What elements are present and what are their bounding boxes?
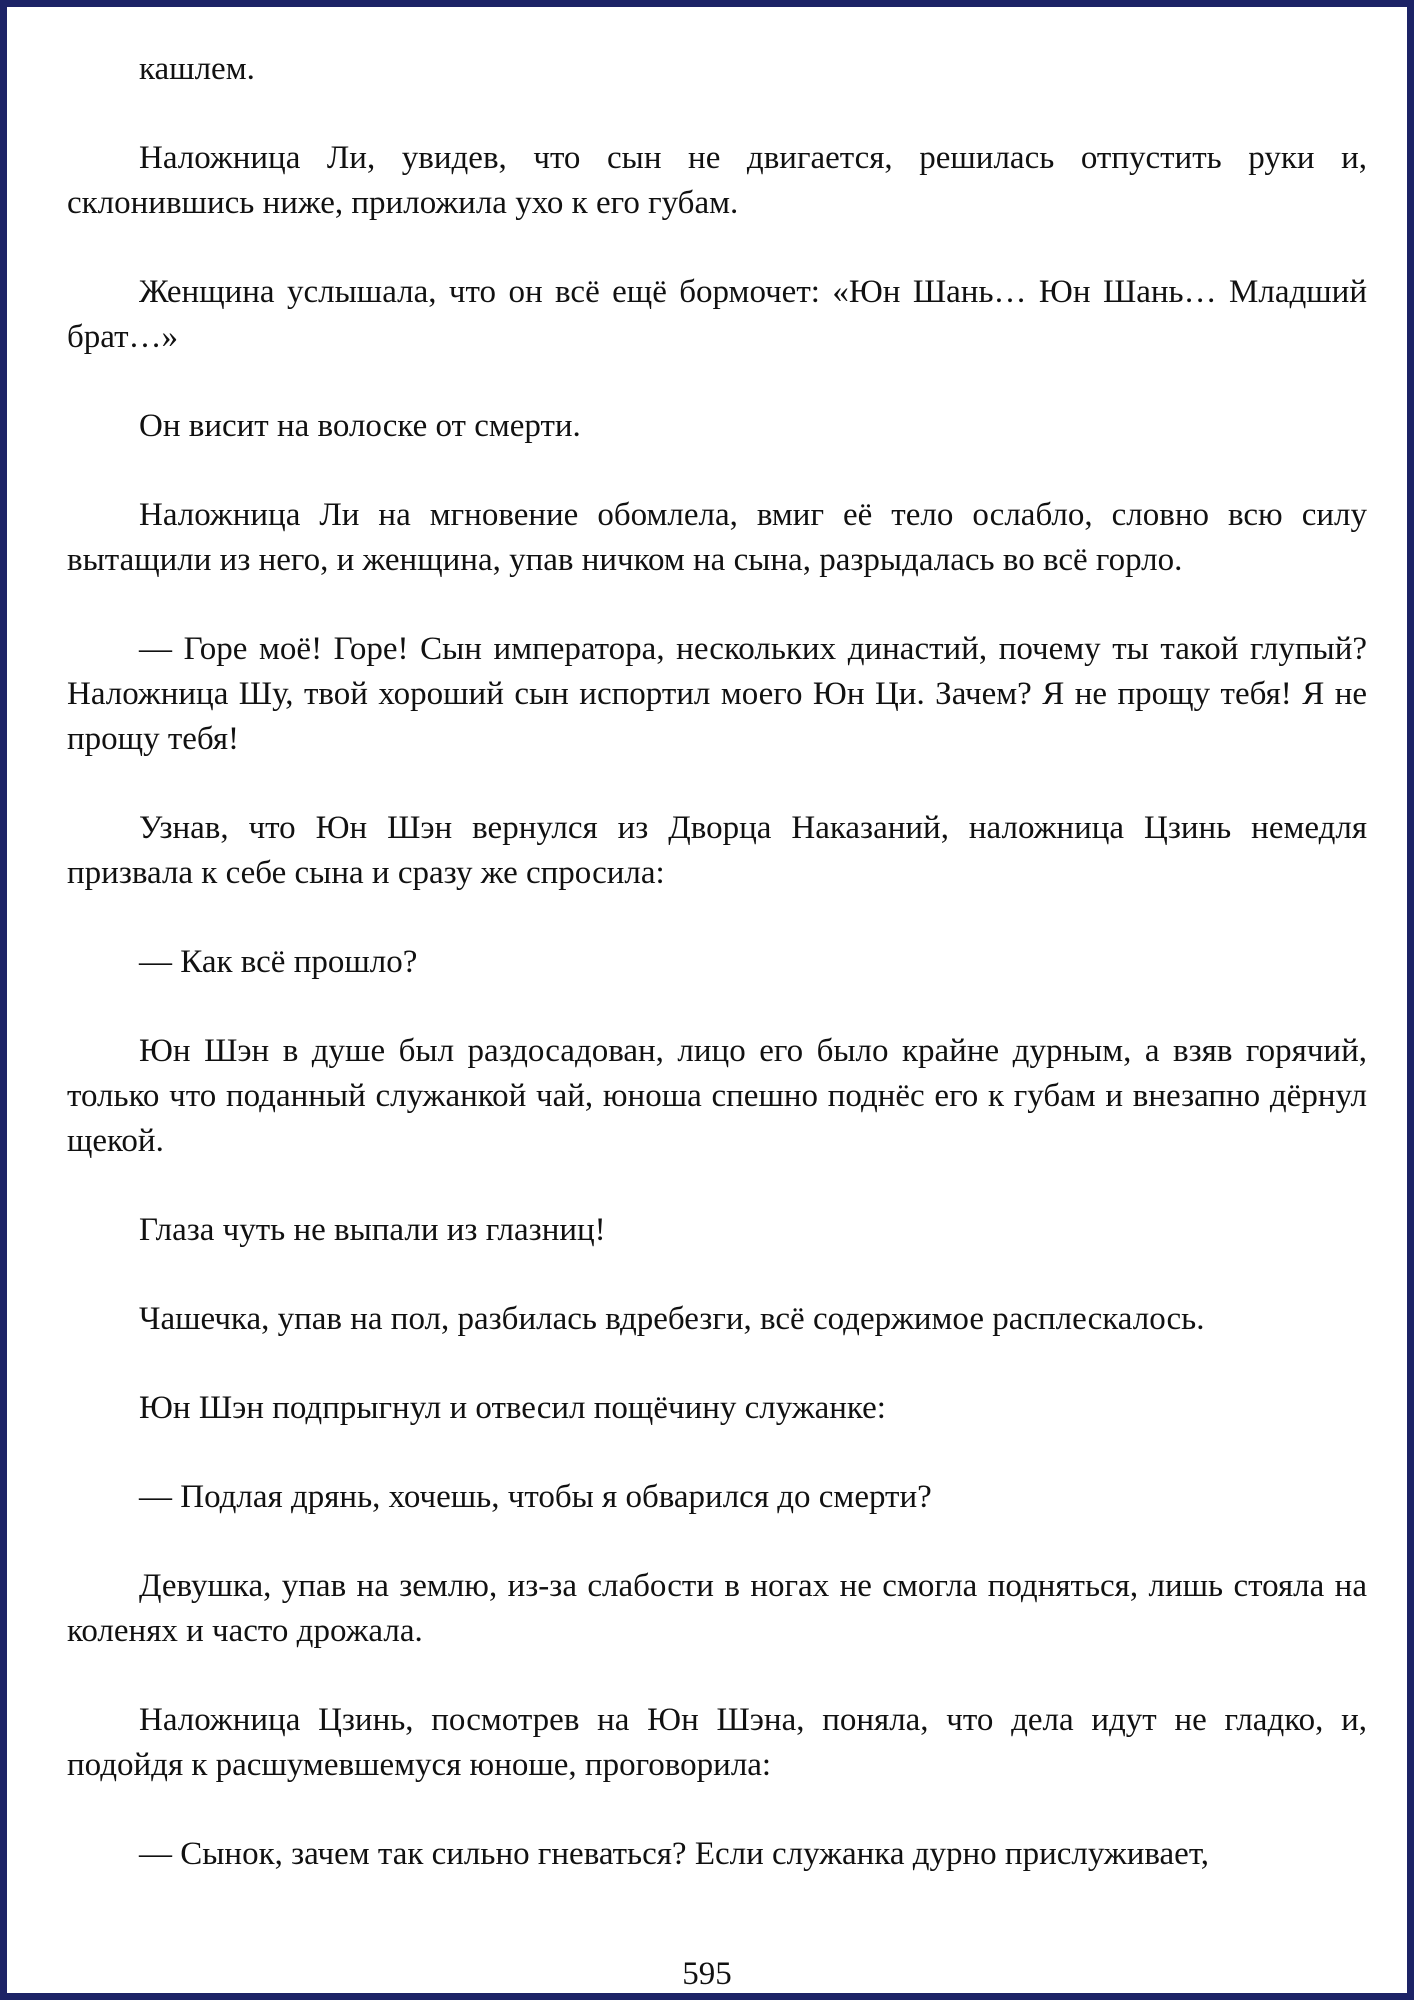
- paragraph: — Как всё прошло?: [139, 944, 418, 980]
- paragraph: Он висит на волоске от смерти.: [139, 408, 581, 444]
- paragraph: Юн Шэн подпрыгнул и отвесил пощёчину служанке:: [139, 1390, 886, 1426]
- paragraph: Юн Шэн в душе был раздосадован, лицо его было крайне дурным, а взяв горячий, только что поданный служанкой чай, юноша спешно поднёс его к губам и внезапно дёрнул щекой.: [67, 1033, 1367, 1159]
- page-number: 595: [682, 1956, 732, 1992]
- paragraph: кашлем.: [139, 51, 255, 87]
- paragraph: Наложница Цзинь, посмотрев на Юн Шэна, поняла, что дела идут не гладко, и, подойдя к расшумевшемуся юноше, проговорила:: [67, 1702, 1367, 1783]
- paragraph: Узнав, что Юн Шэн вернулся из Дворца Наказаний, наложница Цзинь немедля призвала к себе сына и сразу же спросила:: [67, 810, 1367, 891]
- paragraph: Глаза чуть не выпали из глазниц!: [139, 1212, 606, 1248]
- paragraph: — Сынок, зачем так сильно гневаться? Если служанка дурно прислуживает,: [139, 1836, 1210, 1872]
- paragraph: Наложница Ли, увидев, что сын не двигается, решилась отпустить руки и, склонившись ниже, приложила ухо к его губам.: [67, 140, 1367, 221]
- paragraph: Наложница Ли на мгновение обомлела, вмиг её тело ослабло, словно всю силу вытащили из него, и женщина, упав ничком на сына, разрыдалась во всё горло.: [67, 497, 1367, 578]
- paragraph: — Подлая дрянь, хочешь, чтобы я обварился до смерти?: [139, 1479, 932, 1515]
- paragraph: Девушка, упав на землю, из-за слабости в ногах не смогла подняться, лишь стояла на коленях и часто дрожала.: [67, 1568, 1367, 1649]
- paragraph: Чашечка, упав на пол, разбилась вдребезги, всё содержимое расплескалось.: [139, 1301, 1205, 1337]
- paragraph: — Горе моё! Горе! Сын императора, нескольких династий, почему ты такой глупый? Наложница Шу, твой хороший сын испортил моего Юн Ци. Зачем? Я не прощу тебя! Я не прощу тебя!: [67, 631, 1367, 757]
- document-text-body: [67, 47, 1367, 1921]
- paragraph: Женщина услышала, что он всё ещё бормочет: «Юн Шань… Юн Шань… Младший брат…»: [67, 274, 1367, 355]
